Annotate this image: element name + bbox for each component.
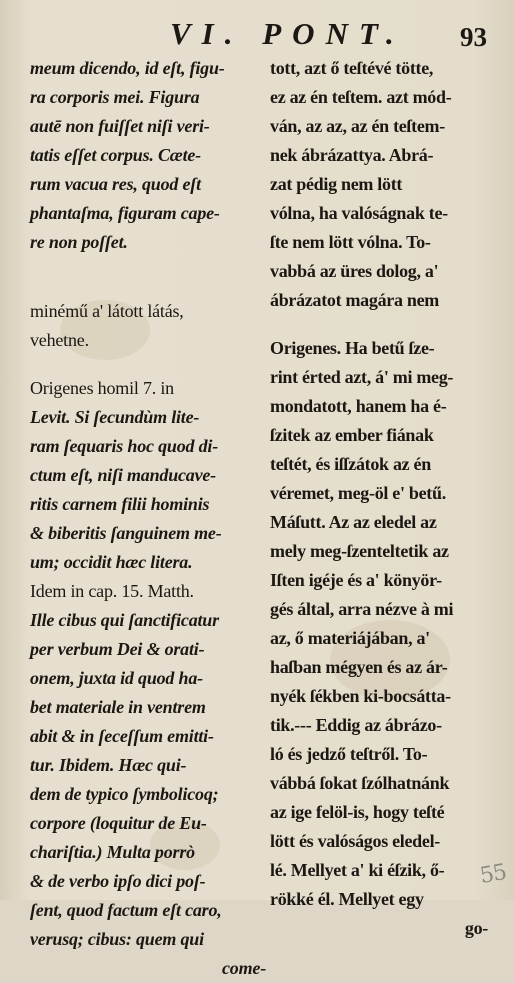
text-line: gés által, arra nézve à mi [270, 599, 454, 619]
pencil-marginalia: 55 [478, 859, 508, 890]
text-line: ló és jedző teſtről. To- [270, 744, 428, 764]
text-line: tott, azt ő teſtévé tötte, [270, 58, 434, 78]
text-line: phantaſma, figuram cape- [30, 203, 220, 223]
text-line: Máſutt. Az az eledel az [270, 512, 437, 532]
text-line: Origenes. Ha betű ſze- [270, 338, 435, 358]
text-line: tik.--- Eddig az ábrázo- [270, 715, 442, 735]
text-line: ábrázatot magára nem [270, 290, 439, 310]
text-line: Origenes homil 7. in [30, 378, 174, 398]
text-line: vehetne. [30, 330, 89, 350]
text-line: Iſten igéje és a' könyör- [270, 570, 442, 590]
catchword: go- [464, 918, 488, 938]
text-line: corpore (loquitur de Eu- [30, 813, 207, 833]
hungarian-block-1 [270, 54, 488, 315]
text-line: bet materiale in ventrem [30, 697, 206, 717]
spacer [30, 257, 266, 297]
latin-block-1 [30, 54, 266, 257]
text-line: zat pédig nem lött [270, 174, 403, 194]
text-line: ez az én teſtem. azt mód- [270, 87, 452, 107]
text-line: teſtét, és iſſzátok az én [270, 454, 431, 474]
running-head: VI. PONT. [170, 16, 405, 51]
page-number: 93 [460, 22, 487, 52]
text-line: rökké él. Mellyet egy [270, 889, 424, 909]
text-line: abit & in ſeceſſum emitti- [30, 726, 214, 746]
text-line: ctum eſt, niſi manducave- [30, 465, 216, 485]
text-line: ritis carnem filii hominis [30, 494, 210, 514]
text-line: per verbum Dei & orati- [30, 639, 205, 659]
right-column-hungarian [270, 54, 488, 943]
text-line: tur. Ibidem. Hæc qui- [30, 755, 187, 775]
text-line: tatis eſſet corpus. Cæte- [30, 145, 201, 165]
text-line: ſent, quod factum eſt caro, [30, 900, 222, 920]
left-column-latin [30, 54, 266, 983]
text-line: nek ábrázattya. Abrá- [270, 145, 434, 165]
text-line: ra corporis mei. Figura [30, 87, 200, 107]
text-line: meum dicendo, id eſt, figu- [30, 58, 225, 78]
text-line: az ige felöl-is, hogy teſté [270, 802, 445, 822]
page-header [0, 8, 514, 52]
text-line: véremet, meg-öl e' betű. [270, 483, 446, 503]
text-line: ram ſequaris hoc quod di- [30, 436, 219, 456]
text-line: minémű a' látott látás, [30, 301, 184, 321]
text-line: rum vacua res, quod eſt [30, 174, 201, 194]
text-line: onem, juxta id quod ha- [30, 668, 203, 688]
spacer [270, 315, 488, 334]
text-line: vábbá ſokat ſzólhatnánk [270, 773, 450, 793]
text-line: lé. Mellyet a' ki éſzik, ő- [270, 860, 445, 880]
text-line: vabbá az üres dolog, a' [270, 261, 439, 281]
text-line: az, ő materiájában, a' [270, 628, 430, 648]
text-line: dem de typico ſymbolicoq; [30, 784, 219, 804]
text-line: nyék ſékben ki-bocsátta- [270, 686, 451, 706]
text-line: lött és valóságos eledel- [270, 831, 440, 851]
text-line: & biberitis ſanguinem me- [30, 523, 222, 543]
latin-block-2 [30, 374, 266, 983]
hungarian-block [30, 297, 266, 355]
text-line: mondatott, hanem ha é- [270, 396, 447, 416]
text-line: Ille cibus qui ſanctificatur [30, 610, 219, 630]
spacer [30, 355, 266, 374]
text-line: & de verbo ipſo dici poſ- [30, 871, 206, 891]
text-line: verusq; cibus: quem qui [30, 929, 204, 949]
text-line: Levit. Si ſecundùm lite- [30, 407, 200, 427]
text-line: re non poſſet. [30, 232, 128, 252]
text-line: vólna, ha valóságnak te- [270, 203, 448, 223]
text-line: haſban mégyen és az ár- [270, 657, 448, 677]
text-line: ván, az az, az én teſtem- [270, 116, 445, 136]
text-line: autē non fuiſſet niſi veri- [30, 116, 210, 136]
text-line: ſzitek az ember fiának [270, 425, 434, 445]
catchword: come- [222, 958, 266, 978]
text-line: chariſtia.) Multa porrò [30, 842, 195, 862]
hungarian-block-2 [270, 334, 488, 943]
text-line: ſte nem lött vólna. To- [270, 232, 431, 252]
text-line: Idem in cap. 15. Matth. [30, 581, 194, 601]
text-line: um; occidit hæc litera. [30, 552, 193, 572]
text-line: rint érted azt, á' mi meg- [270, 367, 454, 387]
text-line: mely meg-ſzenteltetik az [270, 541, 449, 561]
